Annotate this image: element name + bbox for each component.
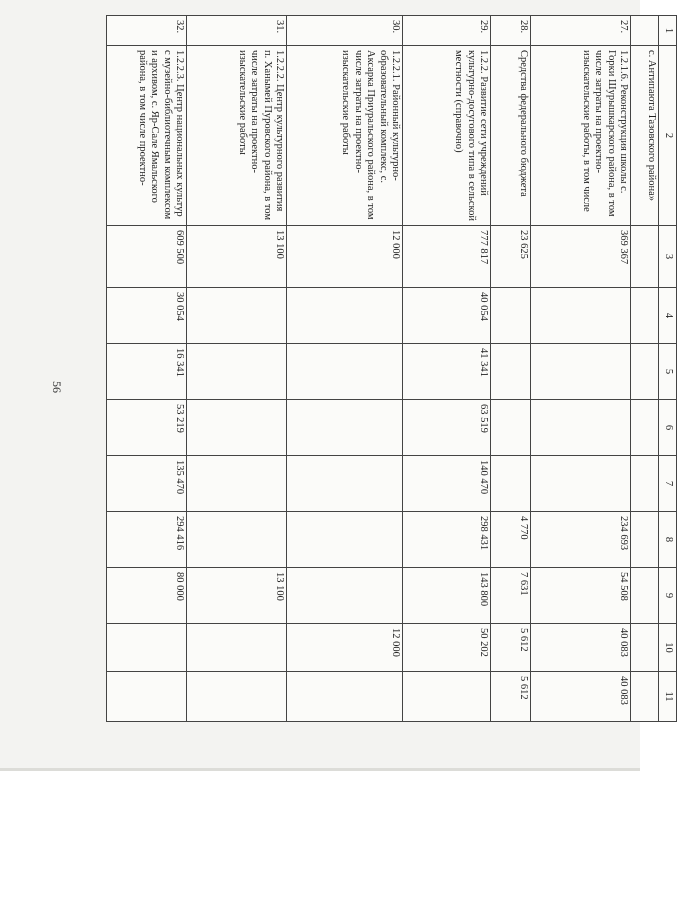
row-description-cell: 1.2.2.3. Центр национальных культур с музейно-библиотечным комплексом и архивом, с. Яр-Сале Ямальского района, в том числе проектно- — [107, 46, 187, 226]
table-row — [107, 16, 187, 722]
row-number-cell — [631, 16, 659, 46]
value-cell: 40 083 — [531, 624, 631, 672]
value-cell — [491, 288, 531, 344]
value-cell: 13 100 — [187, 568, 287, 624]
column-header: 2 — [659, 46, 677, 226]
value-cell — [631, 400, 659, 456]
value-cell — [287, 512, 403, 568]
column-header: 10 — [659, 624, 677, 672]
value-cell — [187, 512, 287, 568]
value-cell — [631, 456, 659, 512]
value-cell — [631, 672, 659, 722]
value-cell: 135 470 — [107, 456, 187, 512]
value-cell — [631, 624, 659, 672]
row-number-cell: 32. — [107, 16, 187, 46]
value-cell — [403, 672, 491, 722]
value-cell — [631, 512, 659, 568]
value-cell — [531, 344, 631, 400]
row-description-cell: 1.2.1.6. Реконструкция школы с. Горки Шурышкарского района, в том числе затраты на проектно-изыскательские работы, в том числе — [531, 46, 631, 226]
header-row — [659, 16, 677, 722]
table-row — [631, 16, 659, 722]
table-row — [531, 16, 631, 722]
value-cell — [107, 624, 187, 672]
value-cell — [491, 456, 531, 512]
value-cell: 140 470 — [403, 456, 491, 512]
table-row — [187, 16, 287, 722]
value-cell — [187, 456, 287, 512]
row-number-cell: 27. — [531, 16, 631, 46]
value-cell: 40 083 — [531, 672, 631, 722]
value-cell — [631, 344, 659, 400]
value-cell: 7 631 — [491, 568, 531, 624]
value-cell — [631, 568, 659, 624]
page-number: 56 — [50, 381, 64, 393]
column-header: 9 — [659, 568, 677, 624]
value-cell: 234 693 — [531, 512, 631, 568]
column-header: 3 — [659, 226, 677, 288]
value-cell — [287, 568, 403, 624]
value-cell — [187, 400, 287, 456]
row-description-cell: с. Антипаюта Тазовского района» — [631, 46, 659, 226]
value-cell: 12 000 — [287, 624, 403, 672]
value-cell — [631, 288, 659, 344]
value-cell: 50 202 — [403, 624, 491, 672]
value-cell: 23 625 — [491, 226, 531, 288]
value-cell: 294 416 — [107, 512, 187, 568]
value-cell: 63 519 — [403, 400, 491, 456]
value-cell — [287, 288, 403, 344]
value-cell: 54 508 — [531, 568, 631, 624]
value-cell — [187, 344, 287, 400]
budget-table — [107, 15, 677, 722]
table-row — [491, 16, 531, 722]
column-header: 1 — [659, 16, 677, 46]
table-body — [107, 16, 659, 722]
value-cell — [531, 288, 631, 344]
value-cell: 13 100 — [187, 226, 287, 288]
row-description-cell: Средства федерального бюджета — [491, 46, 531, 226]
row-description-cell: 1.2.2.2. Центр культурного развития п. Ханымей Пуровского района, в том числе затраты на проектно-изыскательские работы — [187, 46, 287, 226]
value-cell — [491, 400, 531, 456]
value-cell: 298 431 — [403, 512, 491, 568]
value-cell: 30 054 — [107, 288, 187, 344]
value-cell — [187, 624, 287, 672]
value-cell: 609 500 — [107, 226, 187, 288]
row-description-cell: 1.2.2. Развитие сети учреждений культурно-досугового типа в сельской местности (справочно) — [403, 46, 491, 226]
value-cell — [187, 672, 287, 722]
value-cell: 143 800 — [403, 568, 491, 624]
column-header: 8 — [659, 512, 677, 568]
value-cell — [531, 456, 631, 512]
value-cell — [287, 400, 403, 456]
value-cell — [107, 672, 187, 722]
page-edge — [0, 768, 640, 771]
row-number-cell: 31. — [187, 16, 287, 46]
table-row — [287, 16, 403, 722]
column-header: 11 — [659, 672, 677, 722]
value-cell — [287, 672, 403, 722]
value-cell — [187, 288, 287, 344]
value-cell: 5 612 — [491, 672, 531, 722]
value-cell: 12 000 — [287, 226, 403, 288]
value-cell: 53 219 — [107, 400, 187, 456]
value-cell: 5 612 — [491, 624, 531, 672]
row-number-cell: 28. — [491, 16, 531, 46]
value-cell: 369 367 — [531, 226, 631, 288]
value-cell: 16 341 — [107, 344, 187, 400]
row-number-cell: 29. — [403, 16, 491, 46]
value-cell — [287, 456, 403, 512]
table-row — [403, 16, 491, 722]
value-cell: 777 817 — [403, 226, 491, 288]
value-cell: 40 054 — [403, 288, 491, 344]
rotated-table-container — [107, 15, 677, 722]
value-cell: 41 341 — [403, 344, 491, 400]
row-description-cell: 1.2.2.1. Районный культурно-образовательный комплекс, с. Аксарка Приуральского района, в том числе затраты на проектно-изыскательские работы — [287, 46, 403, 226]
column-header: 5 — [659, 344, 677, 400]
column-header: 6 — [659, 400, 677, 456]
value-cell — [491, 344, 531, 400]
column-header: 7 — [659, 456, 677, 512]
value-cell — [287, 344, 403, 400]
value-cell: 4 770 — [491, 512, 531, 568]
column-header: 4 — [659, 288, 677, 344]
row-number-cell: 30. — [287, 16, 403, 46]
value-cell — [631, 226, 659, 288]
value-cell — [531, 400, 631, 456]
value-cell: 80 000 — [107, 568, 187, 624]
